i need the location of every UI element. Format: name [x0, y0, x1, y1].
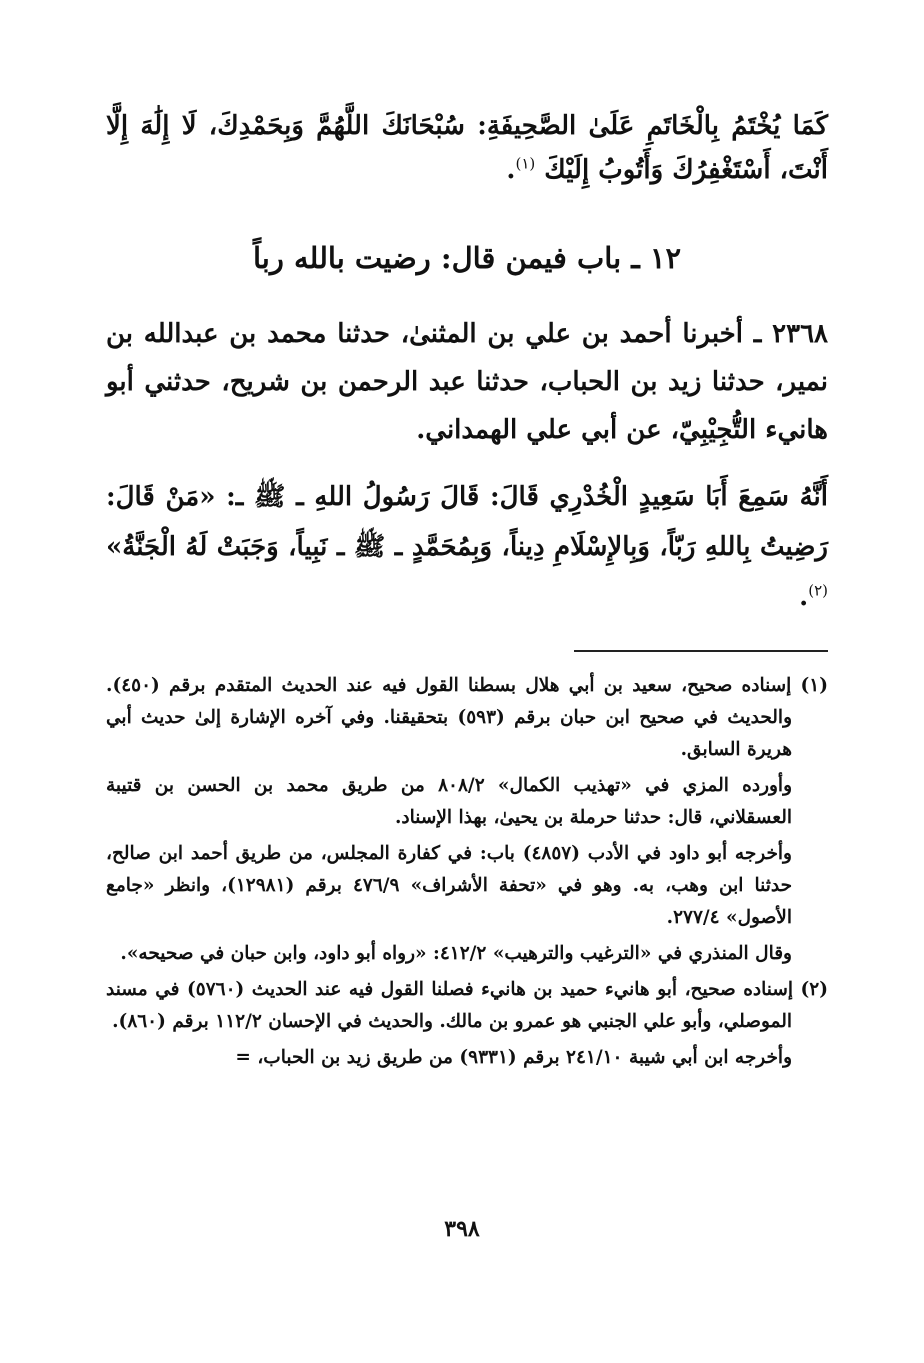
footnote-2: (٢) إسناده صحيح، أبو هانيء حميد بن هانيء فصلنا القول فيه عند الحديث (٥٧٦٠) في مسند الموصلي، وأبو علي الجنبي هو عمرو بن مالك. والحديث في الإحسان ١١٢/٢ برقم (٨٦٠).: [106, 979, 828, 1032]
hadith-matn: أَنَّهُ سَمِعَ أَبَا سَعِيدٍ الْخُدْرِي قَالَ: قَالَ رَسُولُ اللهِ ـ ﷺ ـ: «مَنْ قَالَ: رَضِيتُ بِاللهِ رَبّاً، وَبِالإِسْلَامِ دِيناً، وَبِمُحَمَّدٍ ـ ﷺ ـ نَبِياً، وَجَبَتْ لَهُ الْجَنَّةُ»: [106, 482, 828, 562]
footnote-1-continuation: وقال المنذري في «الترغيب والترهيب» ٤١٢/٢: «رواه أبو داود، وابن حبان في صحيحه».: [120, 943, 792, 964]
intro-text: كَمَا يُخْتَمُ بِالْخَاتَمِ عَلَىٰ الصَّحِيفَةِ: سُبْحَانَكَ اللَّهُمَّ وَبِحَمْدِكَ، لَا إِلَٰهَ إِلَّا أَنْتَ، أَسْتَغْفِرُكَ وَأَتُوبُ إِلَيْكَ: [106, 111, 828, 185]
footnote-1-continuation: وأخرجه أبو داود في الأدب (٤٨٥٧) باب: في كفارة المجلس، من طريق أحمد ابن صالح، حدثنا ابن وهب، به. وهو في «تحفة الأشراف» ٤٧٦/٩ برقم (١٢٩٨١)، وانظر «جامع الأصول» ٢٧٧/٤.: [106, 843, 793, 928]
hadith-matn-paragraph: [106, 472, 828, 622]
footnote-1-continuation: وأورده المزي في «تهذيب الكمال» ٨٠٨/٢ من طريق محمد بن الحسن بن قتيبة العسقلاني، قال: حدثنا حرملة بن يحيىٰ، بهذا الإسناد.: [106, 775, 793, 828]
footnote-1: (١) إسناده صحيح، سعيد بن أبي هلال بسطنا القول فيه عند الحديث المتقدم برقم (٤٥٠). والحديث في صحيح ابن حبان برقم (٥٩٣) بتحقيقنا. وفي آخره الإشارة إلىٰ حديث أبي هريرة السابق.: [106, 675, 828, 760]
hadith-end: .: [799, 582, 809, 612]
footnote-separator: [574, 650, 828, 652]
footnote-ref-1: (١): [515, 154, 536, 173]
footnote-ref-2: (٢): [808, 581, 828, 600]
chapter-heading: ١٢ ـ باب فيمن قال: رضيت بالله رباً: [252, 241, 682, 275]
footnote-2-continuation: وأخرجه ابن أبي شيبة ٢٤١/١٠ برقم (٩٣٣١) من طريق زيد بن الحباب، =: [235, 1047, 792, 1068]
intro-paragraph: كَمَا يُخْتَمُ بِالْخَاتَمِ عَلَىٰ الصَّحِيفَةِ: سُبْحَانَكَ اللَّهُمَّ وَبِحَمْدِكَ، لَا إِلَٰهَ إِلَّا أَنْتَ، أَسْتَغْفِرُكَ وَأَتُوبُ إِلَيْكَ $^{(١)}$.: [106, 111, 828, 185]
page-number: ٣٩٨: [444, 1216, 480, 1242]
footnotes-section: [106, 670, 828, 1078]
hadith-isnad: ٢٣٦٨ ـ أخبرنا أحمد بن علي بن المثنىٰ، حدثنا محمد بن عبدالله بن نمير، حدثنا زيد بن الحباب، حدثنا عبد الرحمن بن شريح، حدثني أبو هانيء التُّجِيْبِيّ، عن أبي علي الهمداني.: [106, 319, 828, 445]
